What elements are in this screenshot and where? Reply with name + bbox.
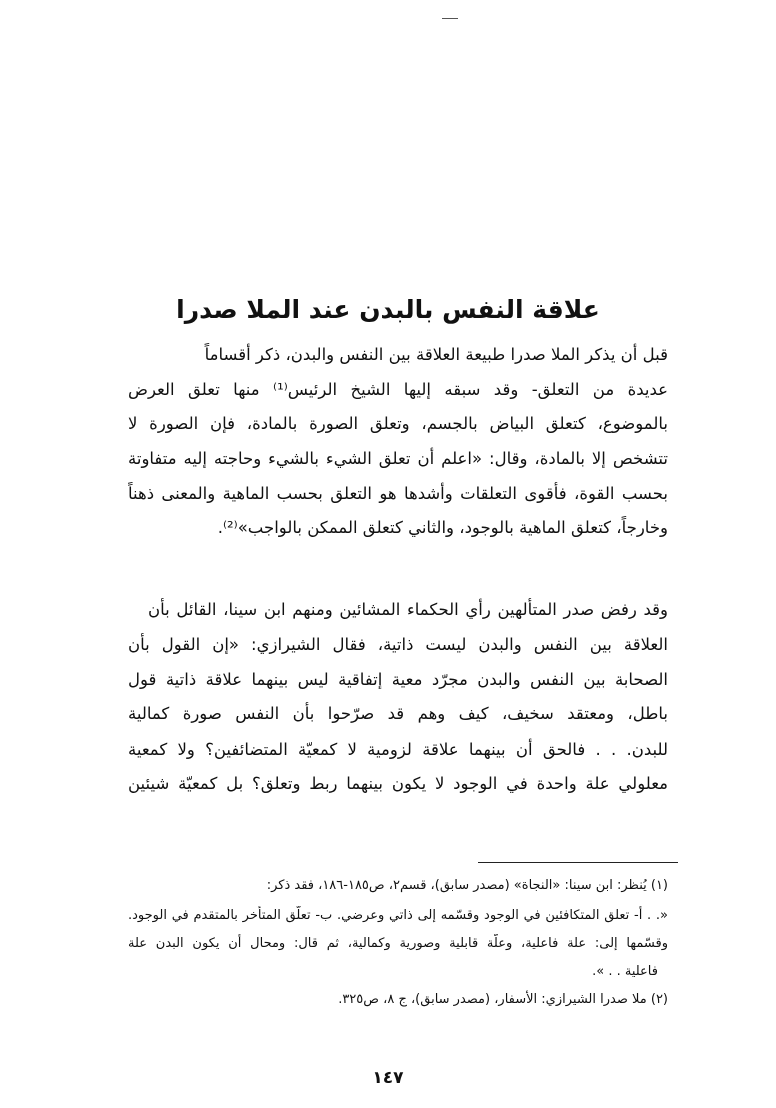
footnote-1-line: فاعلية . . ». xyxy=(592,964,658,979)
footnote-1: (١) يُنظر: ابن سينا: «النجاة» (مصدر سابق)، قسم٢، ص١٨٥-١٨٦، فقد ذكر: xyxy=(266,878,668,893)
footnote-1-line: وقسّمها إلى: علة فاعلية، وعلّة قابلية وصورية وكمالية، ثم قال: ومحال أن يكون البدن علة xyxy=(128,936,668,951)
scan-mark xyxy=(442,18,458,19)
text-line: بالموضوع، كتعلق البياض بالجسم، وتعلق الصورة بالمادة، فإن الصورة لا xyxy=(128,414,668,433)
footnote-2: (٢) ملا صدرا الشيرازي: الأسفار، (مصدر سابق)، ج ٨، ص٣٢٥. xyxy=(338,992,668,1007)
text-line: العلاقة بين النفس والبدن ليست ذاتية، فقال الشيرازي: «إن القول بأن xyxy=(128,635,668,654)
text-line: بحسب القوة، فأقوى التعلقات وأشدها هو التعلق بحسب الماهية والمعنى ذهناً xyxy=(128,484,668,503)
text-line: قبل أن يذكر الملا صدرا طبيعة العلاقة بين النفس والبدن، ذكر أقساماً xyxy=(204,345,668,364)
text-line: معلولي علة واحدة في الوجود لا يكون بينهما ربط وتعلق؟ بل كمعيّة شيئين xyxy=(128,774,668,793)
text-line: للبدن. . . فالحق أن بينهما علاقة لزومية لا كمعيّة المتضائفين؟ ولا كمعية xyxy=(128,740,668,759)
text-line: عديدة من التعلق- وقد سبقه إليها الشيخ الرئيس⁽¹⁾ منها تعلق العرض xyxy=(128,380,668,399)
text-line: الصحابة بين النفس والبدن مجرّد معية إتفاقية ليس بينهما علاقة ذاتية قول xyxy=(128,670,668,689)
text-line: باطل، ومعتقد سخيف، كيف وهم قد صرّحوا بأن النفس صورة كمالية xyxy=(128,704,668,723)
footnote-1-line: «. . أ- تعلق المتكافئين في الوجود وقسّمه إلى ذاتي وعرضي. ب- تعلّق المتأخر بالمتقدم في الوجود. xyxy=(128,908,668,923)
text-line: تتشخص إلا بالمادة، وقال: «اعلم أن تعلق الشيء بالشيء وحاجته إليه متفاوتة xyxy=(128,449,668,468)
chapter-title: علاقة النفس بالبدن عند الملا صدرا xyxy=(176,294,600,324)
page-number: ١٤٧ xyxy=(372,1068,404,1088)
text-line: وخارجاً، كتعلق الماهية بالوجود، والثاني كتعلق الممكن بالواجب»⁽²⁾. xyxy=(217,518,668,537)
text-line: وقد رفض صدر المتألهين رأي الحكماء المشائين ومنهم ابن سينا، القائل بأن xyxy=(148,600,668,619)
footnote-separator xyxy=(478,862,678,863)
